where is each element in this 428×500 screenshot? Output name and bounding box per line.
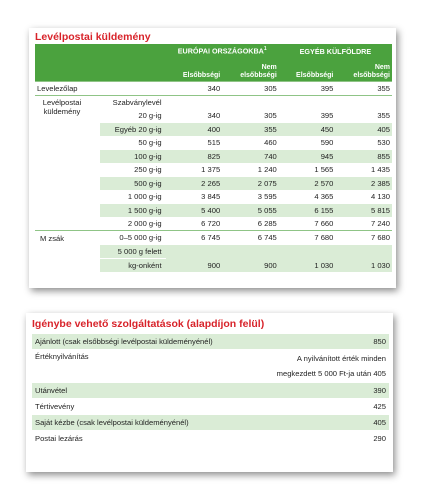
table-row: 250 g-ig 1 375 1 240 1 565 1 435 bbox=[134, 165, 390, 175]
letter-mail-table bbox=[35, 44, 392, 272]
letter-mail-card bbox=[29, 28, 396, 288]
table-row: Egyéb 20 g-ig 400 355 450 405 bbox=[35, 123, 392, 137]
table-row: Levélpostai küldemény Szabványlevél bbox=[35, 96, 392, 110]
table-row: 50 g-ig 515 460 590 530 bbox=[138, 138, 390, 148]
table-row: M zsák 0–5 000 g-ig 6 745 6 745 7 680 7 680 bbox=[35, 231, 392, 245]
services-table bbox=[32, 333, 389, 446]
table-row: Tértivevény 425 bbox=[32, 399, 389, 415]
col-group-europe: EURÓPAI ORSZÁGOKBA$^1$ bbox=[166, 44, 279, 58]
table-row: Ajánlott (csak elsőbbségi levélpostai küldeményénél) 850 bbox=[32, 334, 389, 350]
table-row: 500 g-ig 2 265 2 075 2 570 2 385 bbox=[35, 177, 392, 191]
table-row: 1 500 g-ig 5 400 5 055 6 155 5 815 bbox=[35, 204, 392, 218]
table-row: 100 g-ig 825 740 945 855 bbox=[35, 150, 392, 164]
table-row: 2 000 g-ig 6 720 6 285 7 660 7 240 bbox=[127, 219, 390, 228]
table-row: 1 000 g-ig 3 845 3 595 4 365 4 130 bbox=[127, 192, 390, 202]
table-row: Utánvétel 390 bbox=[32, 383, 389, 399]
table-row: 20 g-ig 340 305 395 355 bbox=[138, 111, 390, 121]
table-row: Értéknyilvánítás A nyilvánított érték minden megkezdett 5 000 Ft-ja után 405 bbox=[32, 350, 389, 383]
services-title: Igénybe vehető szolgáltatások (alapdíjon felül) bbox=[32, 318, 265, 330]
sub-col-header: Elsőbbségi bbox=[166, 58, 223, 82]
table-row: Saját kézbe (csak levélpostai küldeményénél) 405 bbox=[32, 415, 389, 431]
col-group-other: EGYÉB KÜLFÖLDRE bbox=[279, 44, 392, 58]
table-row: 5 000 g felett bbox=[35, 245, 392, 259]
letter-mail-title: Levélpostai küldemény bbox=[35, 31, 151, 43]
table-row: Postai lezárás 290 bbox=[32, 431, 389, 447]
table-row: Levelezőlap 340 305 395 355 bbox=[35, 82, 392, 96]
services-card bbox=[26, 313, 393, 472]
sub-col-header: Elsőbbségi bbox=[279, 58, 336, 82]
sub-col-header: Nem elsőbbségi bbox=[222, 58, 279, 82]
table-row: kg-onként 900 900 1 030 1 030 bbox=[35, 259, 392, 273]
sub-col-header: Nem elsőbbségi bbox=[335, 58, 392, 82]
